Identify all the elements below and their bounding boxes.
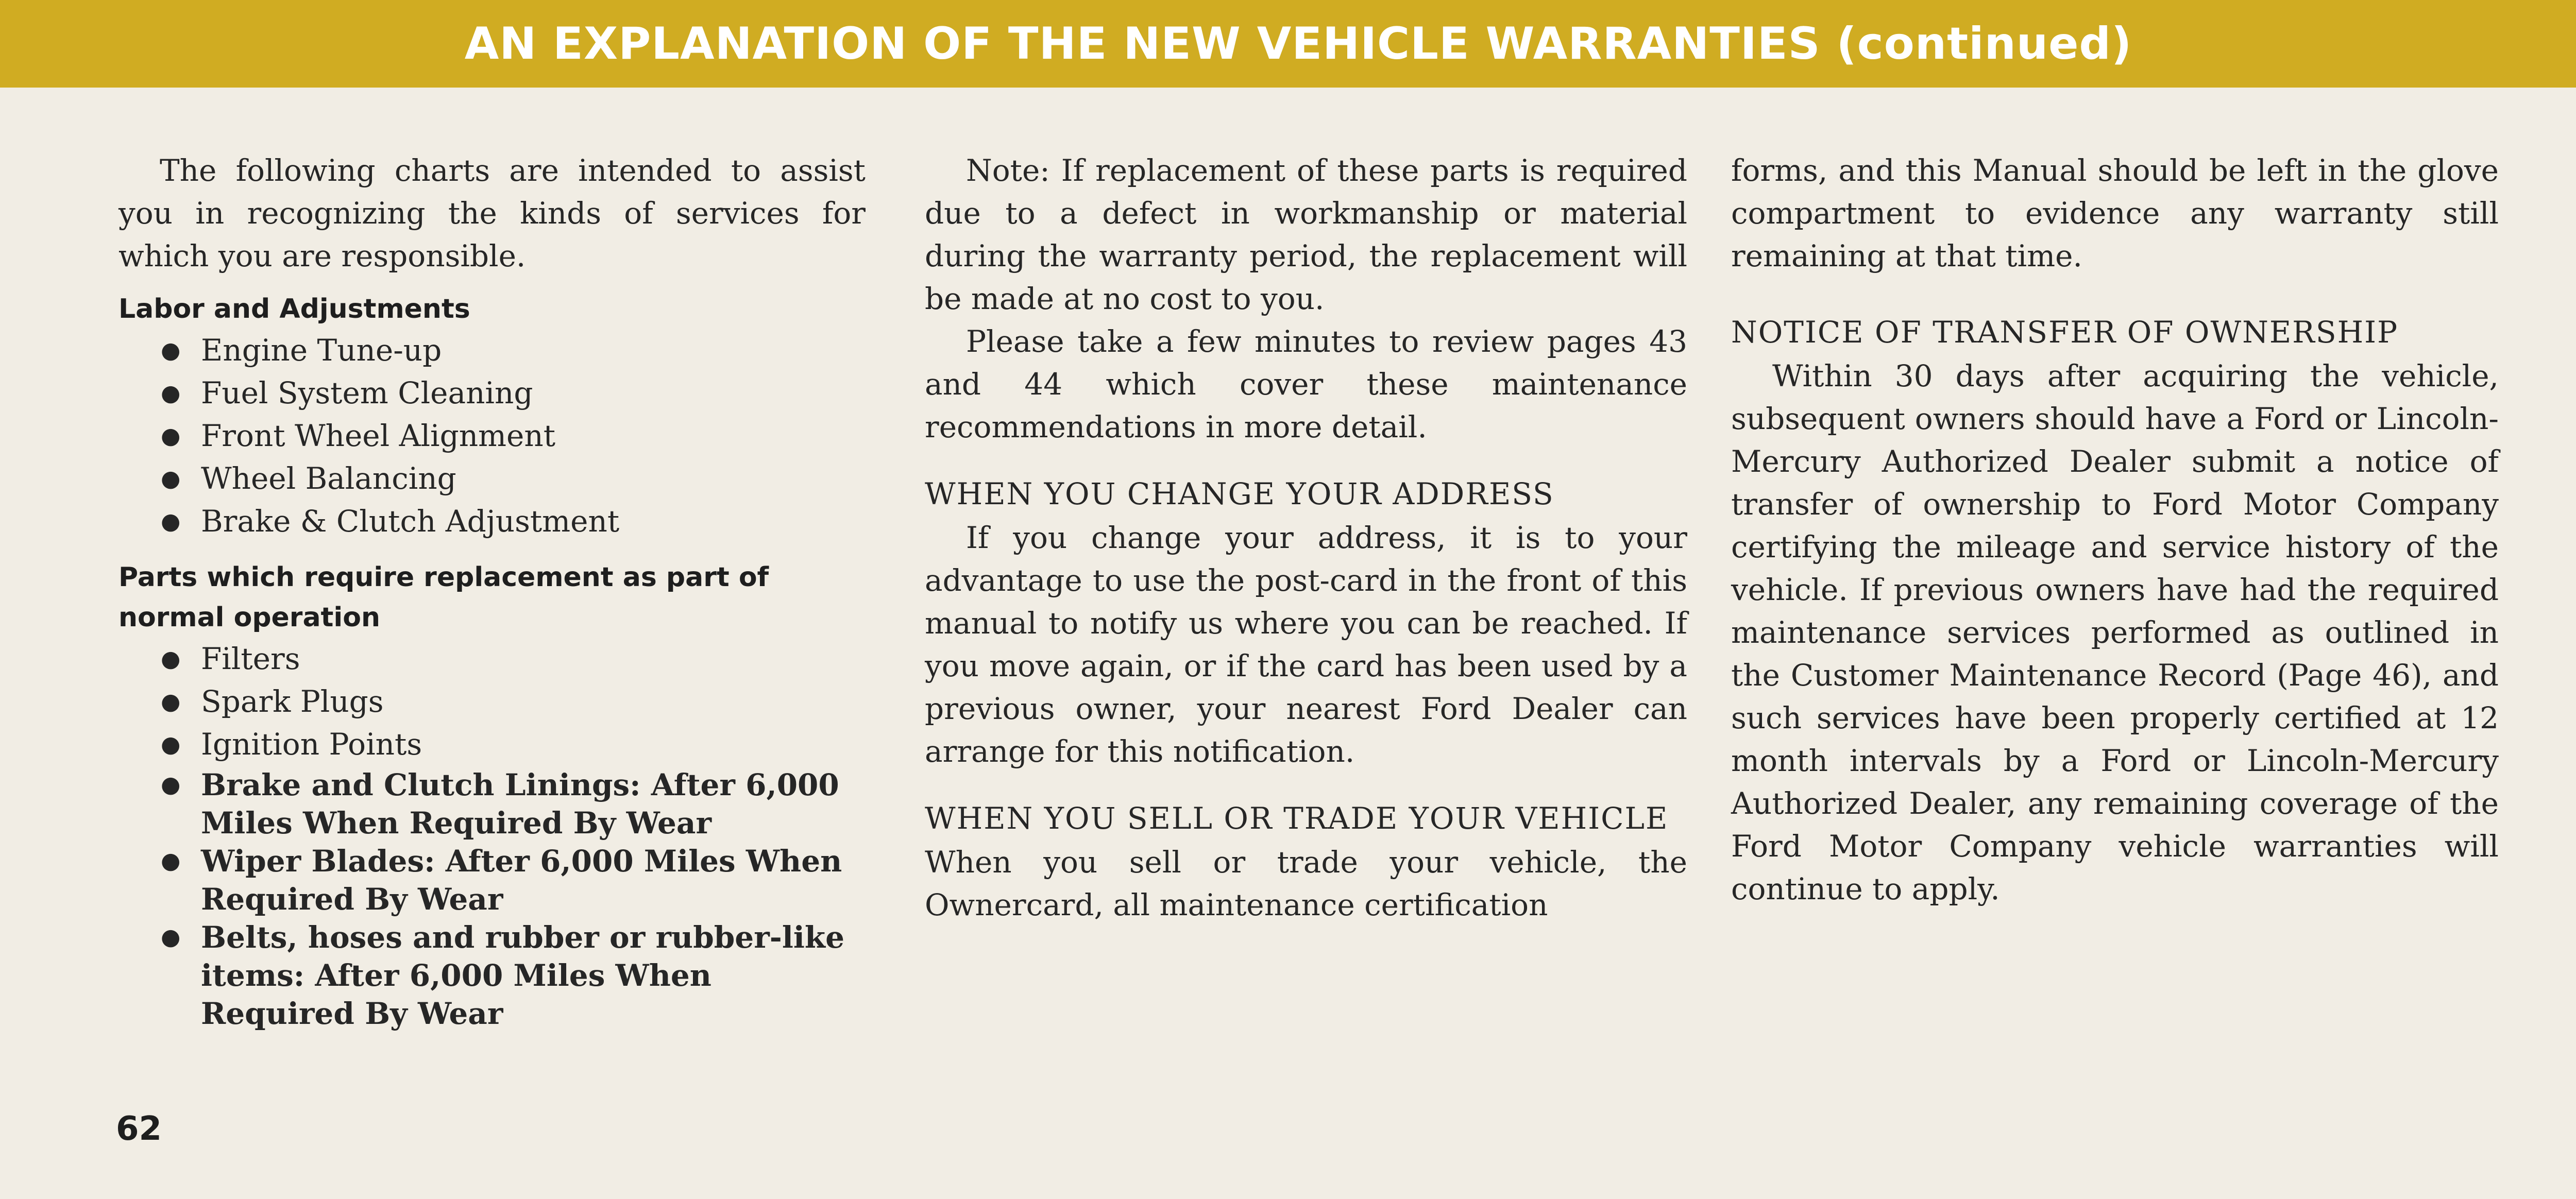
sell-paragraph: When you sell or trade your vehicle, the Ownercard, all maintenance certification (925, 845, 1687, 922)
list-item: ● Spark Plugs (118, 680, 866, 723)
labor-heading: Labor and Adjustments (118, 294, 470, 324)
list-item: ● Fuel System Cleaning (118, 372, 866, 415)
page-title: AN EXPLANATION OF THE NEW VEHICLE WARRANTIES (continued) (464, 18, 2132, 70)
note-paragraph: Note: If replacement of these parts is required due to a defect in workmanship or material during the warranty period, the replacement will be made at no cost to you. (925, 153, 1687, 316)
sell-continued-paragraph: forms, and this Manual should be left in the glove compartment to evidence any warranty still remaining at that time. (1731, 153, 2499, 273)
parts-heading: Parts which require replacement as part of normal operation (118, 562, 769, 633)
list-item: ● Wiper Blades: After 6,000 Miles When Required By Wear (118, 842, 866, 918)
list-item: ● Engine Tune-up (118, 329, 866, 372)
list-item: ● Brake & Clutch Adjustment (118, 500, 866, 543)
intro-paragraph: The following charts are intended to assist you in recognizing the kinds of services for which you are responsible. (118, 153, 866, 273)
list-item: ● Filters (118, 638, 866, 680)
parts-list (118, 638, 866, 766)
labor-list (118, 329, 866, 543)
title-banner (0, 0, 2576, 88)
parts-list-wear (118, 766, 866, 1033)
list-item: ● Front Wheel Alignment (118, 415, 866, 457)
column-left (118, 149, 866, 1033)
sell-heading: WHEN YOU SELL OR TRADE YOUR VEHICLE (925, 801, 1669, 836)
list-item: ● Wheel Balancing (118, 457, 866, 500)
list-item: ● Ignition Points (118, 723, 866, 766)
transfer-heading: NOTICE OF TRANSFER OF OWNERSHIP (1731, 315, 2399, 350)
address-paragraph: If you change your address, it is to your advantage to use the post-card in the front of this manual to notify us where you can be reached. If you move again, or if the card has been used by a previous owner, your nearest Ford Dealer can arrange for this notification. (925, 520, 1687, 769)
address-heading: WHEN YOU CHANGE YOUR ADDRESS (925, 476, 1554, 511)
list-item: ● Belts, hoses and rubber or rubber-like items: After 6,000 Miles When Required By Wear (118, 918, 866, 1033)
transfer-paragraph: Within 30 days after acquiring the vehicle, subsequent owners should have a Ford or Lincoln-Mercury Authorized Dealer submit a notice of transfer of ownership to Ford Motor Company certifying the mileage and service history of the vehicle. If previous owners have had the required maintenance services performed as outlined in the Customer Maintenance Record (Page 46), and such services have been properly certified at 12 month intervals by a Ford or Lincoln-Mercury Authorized Dealer, any remaining coverage of the Ford Motor Company vehicle warranties will continue to apply. (1731, 358, 2499, 906)
list-item: ● Brake and Clutch Linings: After 6,000 Miles When Required By Wear (118, 766, 866, 842)
column-middle (925, 149, 1687, 927)
page-number: 62 (116, 1110, 162, 1148)
column-right (1731, 149, 2499, 911)
review-paragraph: Please take a few minutes to review pages 43 and 44 which cover these maintenance recommendations in more detail. (925, 324, 1687, 444)
